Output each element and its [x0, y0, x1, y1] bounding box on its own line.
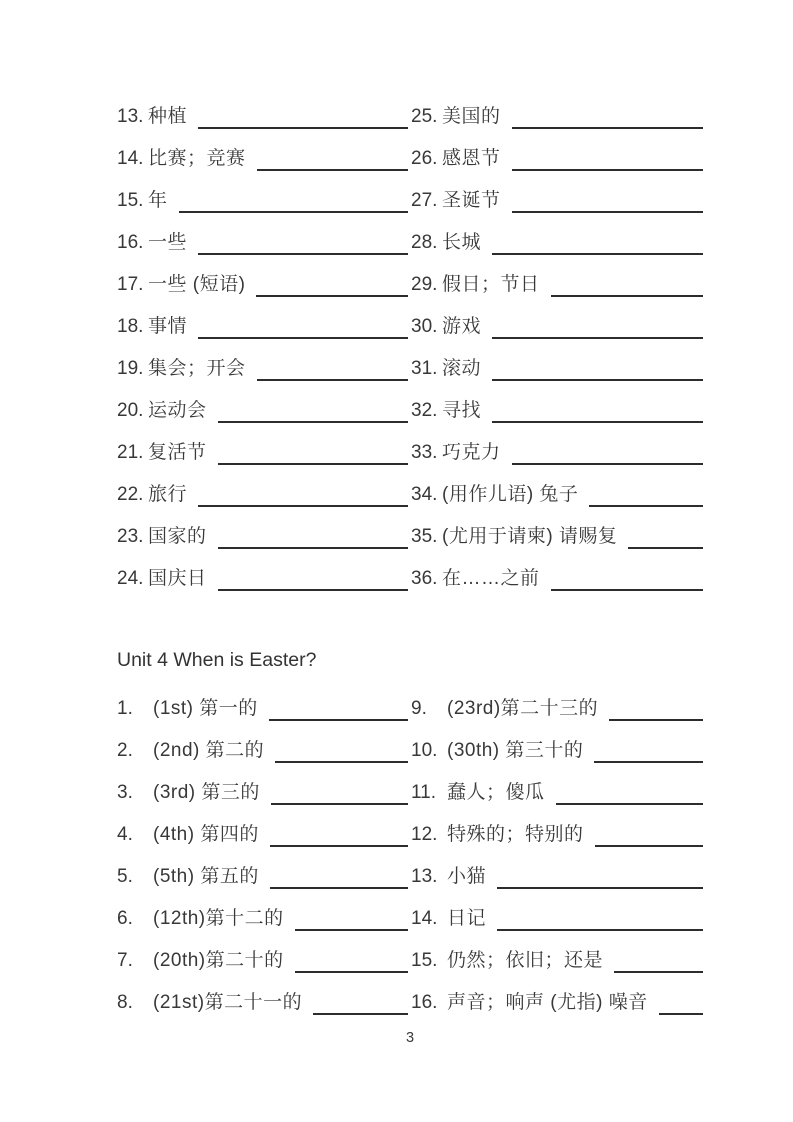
vocab-item	[411, 222, 703, 264]
item-number: 12.	[411, 824, 438, 845]
answer-blank-line	[492, 377, 703, 381]
item-number: 21.	[117, 442, 144, 463]
vocab-item	[411, 390, 703, 432]
item-term: 滚动	[442, 358, 482, 379]
answer-blank-line	[256, 293, 408, 297]
item-number: 25.	[411, 106, 438, 127]
answer-blank-line	[218, 545, 408, 549]
item-term: 假日；节日	[442, 274, 540, 295]
item-number: 32.	[411, 400, 438, 421]
vocab-item	[411, 688, 703, 730]
item-term: 蠢人；傻瓜	[447, 782, 545, 803]
item-number: 1.	[117, 698, 133, 719]
vocab-item	[411, 348, 703, 390]
item-number: 20.	[117, 400, 144, 421]
item-number: 13.	[411, 866, 438, 887]
item-term: 国庆日	[148, 568, 207, 589]
item-number: 16.	[411, 992, 438, 1013]
answer-blank-line	[198, 125, 408, 129]
item-number: 10.	[411, 740, 438, 761]
item-term: 比赛；竞赛	[148, 148, 246, 169]
answer-blank-line	[492, 335, 703, 339]
vocab-item	[117, 856, 411, 898]
item-number: 18.	[117, 316, 144, 337]
answer-blank-line	[492, 251, 703, 255]
vocab-item	[117, 772, 411, 814]
answer-blank-line	[512, 209, 703, 213]
answer-blank-line	[551, 587, 703, 591]
item-term: 美国的	[442, 106, 501, 127]
item-term: 圣诞节	[442, 190, 501, 211]
answer-blank-line	[198, 335, 408, 339]
vocab-item	[411, 516, 703, 558]
item-number: 22.	[117, 484, 144, 505]
vocab-item	[117, 390, 411, 432]
item-term: (30th) 第三十的	[447, 740, 584, 761]
vocab-section-items-13-36	[117, 96, 703, 600]
vocab-item	[411, 180, 703, 222]
vocab-item	[411, 138, 703, 180]
item-term: 事情	[148, 316, 188, 337]
item-number: 15.	[411, 950, 438, 971]
item-term: (21st)第二十一的	[153, 992, 303, 1013]
item-term: (用作儿语) 兔子	[442, 484, 579, 505]
answer-blank-line	[497, 885, 703, 889]
answer-blank-line	[275, 759, 408, 763]
item-number: 11.	[411, 782, 437, 803]
item-term: 一些	[148, 232, 188, 253]
answer-blank-line	[497, 927, 703, 931]
item-number: 28.	[411, 232, 438, 253]
item-term: 长城	[442, 232, 482, 253]
answer-blank-line	[295, 927, 408, 931]
item-term: (12th)第十二的	[153, 908, 284, 929]
answer-blank-line	[295, 969, 408, 973]
vocab-item	[117, 982, 411, 1024]
answer-blank-line	[595, 843, 703, 847]
item-number: 33.	[411, 442, 438, 463]
item-number: 3.	[117, 782, 133, 803]
item-number: 34.	[411, 484, 438, 505]
answer-blank-line	[512, 461, 703, 465]
item-term: 种植	[148, 106, 188, 127]
item-number: 17.	[117, 274, 144, 295]
vocab-item	[411, 306, 703, 348]
item-term: 游戏	[442, 316, 482, 337]
item-term: (4th) 第四的	[153, 824, 259, 845]
vocab-item	[411, 474, 703, 516]
vocab-item	[411, 940, 703, 982]
vocab-section-unit4-items-1-16	[117, 688, 703, 1024]
item-number: 16.	[117, 232, 144, 253]
vocab-item	[117, 306, 411, 348]
vocab-item	[411, 264, 703, 306]
vocab-item	[411, 772, 703, 814]
vocab-item	[117, 688, 411, 730]
vocab-item	[411, 558, 703, 600]
vocab-item	[411, 814, 703, 856]
answer-blank-line	[218, 587, 408, 591]
item-term: (2nd) 第二的	[153, 740, 265, 761]
item-number: 27.	[411, 190, 438, 211]
item-term: (尤用于请柬) 请赐复	[442, 526, 618, 547]
vocab-item	[411, 96, 703, 138]
item-number: 2.	[117, 740, 133, 761]
answer-blank-line	[179, 209, 408, 213]
page-number: 3	[405, 1030, 415, 1046]
item-number: 4.	[117, 824, 133, 845]
item-term: (20th)第二十的	[153, 950, 284, 971]
item-number: 6.	[117, 908, 133, 929]
item-term: 在……之前	[442, 568, 540, 589]
answer-blank-line	[313, 1011, 408, 1015]
item-number: 30.	[411, 316, 438, 337]
vocab-item	[117, 730, 411, 772]
item-term: 集会；开会	[148, 358, 246, 379]
vocab-item	[117, 264, 411, 306]
answer-blank-line	[271, 801, 408, 805]
answer-blank-line	[198, 503, 408, 507]
vocab-item	[117, 222, 411, 264]
answer-blank-line	[628, 545, 703, 549]
item-number: 15.	[117, 190, 144, 211]
item-term: (23rd)第二十三的	[447, 698, 599, 719]
answer-blank-line	[198, 251, 408, 255]
answer-blank-line	[257, 377, 408, 381]
item-number: 36.	[411, 568, 438, 589]
answer-blank-line	[609, 717, 703, 721]
vocab-item	[117, 432, 411, 474]
item-term: (5th) 第五的	[153, 866, 259, 887]
item-number: 29.	[411, 274, 438, 295]
vocab-item	[411, 432, 703, 474]
answer-blank-line	[594, 759, 703, 763]
answer-blank-line	[269, 717, 408, 721]
vocab-item	[117, 940, 411, 982]
item-term: 国家的	[148, 526, 207, 547]
answer-blank-line	[512, 125, 703, 129]
answer-blank-line	[218, 461, 408, 465]
answer-blank-line	[270, 885, 408, 889]
item-term: 日记	[447, 908, 487, 929]
answer-blank-line	[512, 167, 703, 171]
answer-blank-line	[257, 167, 408, 171]
item-term: (3rd) 第三的	[153, 782, 260, 803]
item-number: 31.	[411, 358, 438, 379]
item-term: (1st) 第一的	[153, 698, 258, 719]
item-term: 感恩节	[442, 148, 501, 169]
vocab-item	[411, 982, 703, 1024]
vocab-item	[117, 814, 411, 856]
item-number: 7.	[117, 950, 133, 971]
item-number: 14.	[411, 908, 438, 929]
item-number: 8.	[117, 992, 133, 1013]
item-number: 13.	[117, 106, 144, 127]
answer-blank-line	[218, 419, 408, 423]
item-number: 24.	[117, 568, 144, 589]
item-number: 14.	[117, 148, 144, 169]
item-term: 年	[148, 190, 168, 211]
vocab-item	[411, 856, 703, 898]
answer-blank-line	[589, 503, 703, 507]
vocab-item	[117, 898, 411, 940]
item-term: 寻找	[442, 400, 482, 421]
vocab-item	[117, 516, 411, 558]
item-term: 一些 (短语)	[148, 274, 246, 295]
answer-blank-line	[614, 969, 703, 973]
vocab-item	[411, 730, 703, 772]
item-term: 声音；响声 (尤指) 噪音	[447, 992, 648, 1013]
answer-blank-line	[659, 1011, 703, 1015]
vocab-item	[117, 348, 411, 390]
item-number: 9.	[411, 698, 427, 719]
vocab-item	[117, 96, 411, 138]
item-number: 23.	[117, 526, 144, 547]
answer-blank-line	[551, 293, 703, 297]
answer-blank-line	[492, 419, 703, 423]
vocab-item	[117, 474, 411, 516]
item-number: 19.	[117, 358, 144, 379]
item-term: 小猫	[447, 866, 487, 887]
vocab-item	[117, 138, 411, 180]
item-term: 特殊的；特别的	[447, 824, 584, 845]
item-number: 26.	[411, 148, 438, 169]
unit-heading: Unit 4 When is Easter?	[117, 649, 317, 671]
item-term: 旅行	[148, 484, 188, 505]
vocab-item	[411, 898, 703, 940]
vocab-item	[117, 180, 411, 222]
item-term: 复活节	[148, 442, 207, 463]
item-number: 5.	[117, 866, 133, 887]
answer-blank-line	[270, 843, 408, 847]
answer-blank-line	[556, 801, 703, 805]
item-number: 35.	[411, 526, 438, 547]
item-term: 仍然；依旧；还是	[447, 950, 604, 971]
vocab-item	[117, 558, 411, 600]
item-term: 运动会	[148, 400, 207, 421]
item-term: 巧克力	[442, 442, 501, 463]
